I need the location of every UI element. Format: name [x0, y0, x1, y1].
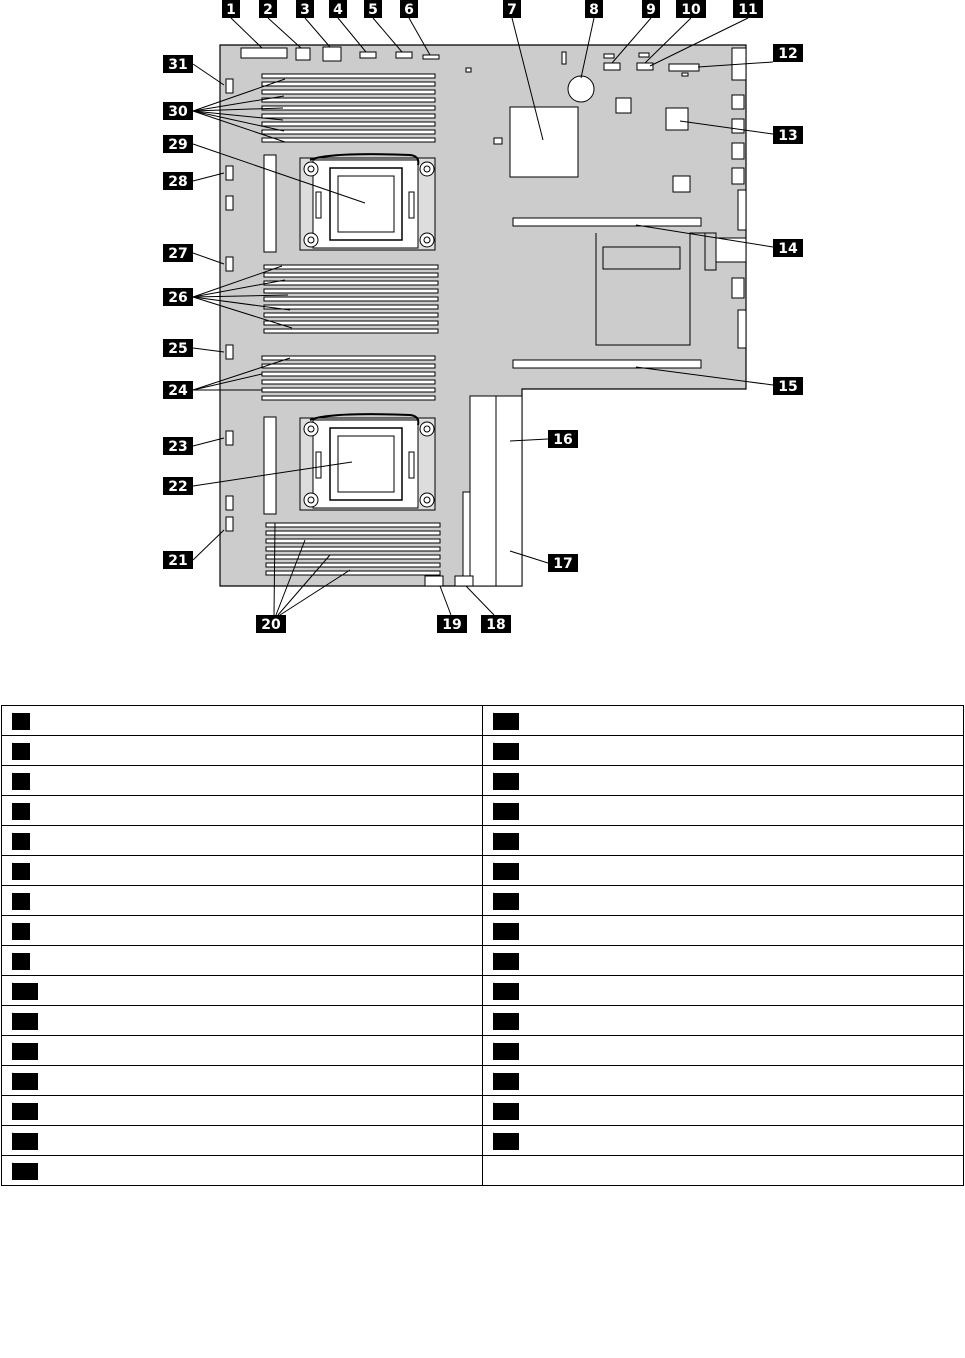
legend-badge-27: 27: [493, 1013, 519, 1030]
callout-15: [773, 377, 803, 395]
svg-text:12: 12: [778, 46, 798, 62]
legend-badge-25: 25: [493, 953, 519, 970]
legend-row: [2, 856, 964, 886]
callout-8: [585, 0, 603, 18]
legend-cell-right: [483, 1096, 964, 1126]
legend-badge-1: 1: [12, 713, 30, 730]
callout-2: [259, 0, 277, 18]
legend-cell-right: [483, 1006, 964, 1036]
fan-connector-25: [226, 345, 233, 359]
svg-text:15: 15: [778, 379, 798, 395]
svg-text:16: 16: [553, 432, 573, 448]
legend-badge-10: 10: [12, 983, 38, 1000]
legend-cell-left: [2, 1156, 483, 1186]
legend-badge-16: 16: [12, 1163, 38, 1180]
connector-3: [323, 47, 341, 61]
legend-row: [2, 736, 964, 766]
dimm-bank-30: [262, 74, 435, 142]
callout-21: [163, 551, 193, 569]
callout-12: [773, 44, 803, 62]
legend-cell-right: [483, 856, 964, 886]
callout-19: [437, 615, 467, 633]
svg-text:8: 8: [589, 2, 599, 18]
svg-text:23: 23: [168, 439, 188, 455]
callout-18: [481, 615, 511, 633]
legend-cell-left: [2, 766, 483, 796]
pcie-slot-15: [513, 360, 701, 368]
legend-cell-right: [483, 1036, 964, 1066]
connector-4: [360, 52, 376, 58]
legend-cell-right: [483, 796, 964, 826]
legend-badge-8: 8: [12, 923, 30, 940]
callout-26: [163, 288, 193, 306]
svg-text:13: 13: [778, 128, 798, 144]
svg-text:21: 21: [168, 553, 188, 569]
legend-cell-right: [483, 1156, 964, 1186]
legend-cell-right: [483, 886, 964, 916]
legend-row: [2, 1126, 964, 1156]
legend-row: [2, 706, 964, 736]
callout-17: [548, 554, 578, 572]
legend-cell-right: [483, 946, 964, 976]
svg-text:30: 30: [168, 104, 188, 120]
sata-connector-9: [604, 63, 620, 70]
connector-6: [423, 55, 439, 59]
svg-text:27: 27: [168, 246, 188, 262]
fan-connector-27: [226, 257, 233, 271]
legend-badge-22: 22: [493, 863, 519, 880]
microprocessor-socket-29: [300, 154, 435, 250]
legend-row: [2, 826, 964, 856]
legend-badge-5: 5: [12, 833, 30, 850]
legend-cell-right: [483, 766, 964, 796]
legend-badge-24: 24: [493, 923, 519, 940]
legend-row: [2, 1156, 964, 1186]
callout-27: [163, 244, 193, 262]
legend-cell-right: [483, 736, 964, 766]
legend-cell-left: [2, 796, 483, 826]
legend-badge-20: 20: [493, 803, 519, 820]
svg-text:20: 20: [261, 617, 281, 633]
legend-badge-17: 17: [493, 713, 519, 730]
sata-connector-10: [637, 63, 653, 70]
legend-badge-23: 23: [493, 893, 519, 910]
legend-badge-30: 30: [493, 1103, 519, 1120]
legend-cell-right: [483, 916, 964, 946]
svg-text:14: 14: [778, 241, 798, 257]
legend-badge-31: 31: [493, 1133, 519, 1150]
legend-cell-right: [483, 976, 964, 1006]
callout-24: [163, 381, 193, 399]
pcie-slot-14: [513, 218, 701, 226]
legend-row: [2, 916, 964, 946]
legend-badge-15: 15: [12, 1133, 38, 1150]
legend-badge-18: 18: [493, 743, 519, 760]
svg-text:31: 31: [168, 57, 188, 73]
svg-text:3: 3: [300, 2, 310, 18]
svg-text:7: 7: [507, 2, 517, 18]
svg-text:1: 1: [226, 2, 236, 18]
legend-row: [2, 886, 964, 916]
legend-badge-6: 6: [12, 863, 30, 880]
legend-badge-19: 19: [493, 773, 519, 790]
legend-cell-left: [2, 1006, 483, 1036]
legend-cell-left: [2, 1066, 483, 1096]
svg-text:4: 4: [333, 2, 343, 18]
callout-29: [163, 135, 193, 153]
legend-badge-28: 28: [493, 1043, 519, 1060]
callout-31: [163, 55, 193, 73]
callout-10: [676, 0, 706, 18]
legend-cell-right: [483, 826, 964, 856]
legend-badge-21: 21: [493, 833, 519, 850]
legend-cell-left: [2, 946, 483, 976]
legend-row: [2, 976, 964, 1006]
legend-cell-left: [2, 976, 483, 1006]
power-supply-slot-17: [496, 396, 522, 586]
microprocessor-socket-22: [300, 414, 435, 510]
callout-20: [256, 615, 286, 633]
legend-badge-7: 7: [12, 893, 30, 910]
battery: [568, 76, 594, 102]
svg-text:17: 17: [553, 556, 573, 572]
legend-cell-left: [2, 826, 483, 856]
legend-cell-left: [2, 856, 483, 886]
chipset: [510, 107, 578, 177]
legend-badge-13: 13: [12, 1073, 38, 1090]
fan-connector-21: [226, 517, 233, 531]
callout-30: [163, 102, 193, 120]
callout-1: [222, 0, 240, 18]
legend-cell-left: [2, 1126, 483, 1156]
front-panel-connector: [241, 48, 287, 58]
legend-badge-9: 9: [12, 953, 30, 970]
callout-16: [548, 430, 578, 448]
svg-text:6: 6: [404, 2, 414, 18]
dimm-bank-26: [264, 265, 438, 333]
legend-badge-26: 26: [493, 983, 519, 1000]
callout-23: [163, 437, 193, 455]
legend-badge-3: 3: [12, 773, 30, 790]
callout-22: [163, 477, 193, 495]
svg-text:28: 28: [168, 174, 188, 190]
legend-row: [2, 796, 964, 826]
chip-13: [666, 108, 688, 130]
svg-text:5: 5: [368, 2, 378, 18]
svg-text:19: 19: [442, 617, 462, 633]
legend-badge-12: 12: [12, 1043, 38, 1060]
connector-5: [396, 52, 412, 58]
power-connector-19: [425, 576, 443, 586]
fan-connector-28: [226, 166, 233, 180]
callout-7: [503, 0, 521, 18]
callout-3: [296, 0, 314, 18]
power-supply-slot-16: [470, 396, 496, 586]
callout-25: [163, 339, 193, 357]
callout-4: [329, 0, 347, 18]
legend-row: [2, 946, 964, 976]
svg-text:11: 11: [738, 2, 758, 18]
legend-cell-left: [2, 886, 483, 916]
legend-body: [2, 706, 964, 1186]
legend-row: [2, 1036, 964, 1066]
svg-text:26: 26: [168, 290, 188, 306]
system-board-diagram: [0, 0, 965, 660]
legend-cell-left: [2, 1096, 483, 1126]
legend-badge-11: 11: [12, 1013, 38, 1030]
callout-11: [733, 0, 763, 18]
callout-13: [773, 126, 803, 144]
callout-6: [400, 0, 418, 18]
callout-5: [364, 0, 382, 18]
legend-badge-4: 4: [12, 803, 30, 820]
callout-9: [642, 0, 660, 18]
legend-row: [2, 1006, 964, 1036]
component-legend-table: [1, 705, 964, 1186]
legend-cell-right: [483, 1126, 964, 1156]
svg-text:2: 2: [263, 2, 273, 18]
legend-badge-2: 2: [12, 743, 30, 760]
connector-12: [669, 64, 699, 71]
legend-row: [2, 1096, 964, 1126]
svg-text:24: 24: [168, 383, 188, 399]
svg-text:9: 9: [646, 2, 656, 18]
fan-connector-23: [226, 431, 233, 445]
legend-cell-right: [483, 1066, 964, 1096]
legend-badge-14: 14: [12, 1103, 38, 1120]
legend-cell-left: [2, 736, 483, 766]
svg-text:29: 29: [168, 137, 188, 153]
legend-row: [2, 1066, 964, 1096]
callout-28: [163, 172, 193, 190]
legend-row: [2, 766, 964, 796]
power-connector-18: [455, 576, 473, 586]
callout-14: [773, 239, 803, 257]
legend-cell-left: [2, 916, 483, 946]
connector-2: [296, 48, 310, 60]
svg-text:10: 10: [681, 2, 701, 18]
legend-cell-left: [2, 1036, 483, 1066]
svg-text:18: 18: [486, 617, 506, 633]
legend-cell-left: [2, 706, 483, 736]
legend-badge-29: 29: [493, 1073, 519, 1090]
svg-text:25: 25: [168, 341, 188, 357]
dimm-bank-20: [266, 523, 440, 575]
fan-connector-31: [226, 79, 233, 93]
svg-text:22: 22: [168, 479, 188, 495]
legend-cell-right: [483, 706, 964, 736]
